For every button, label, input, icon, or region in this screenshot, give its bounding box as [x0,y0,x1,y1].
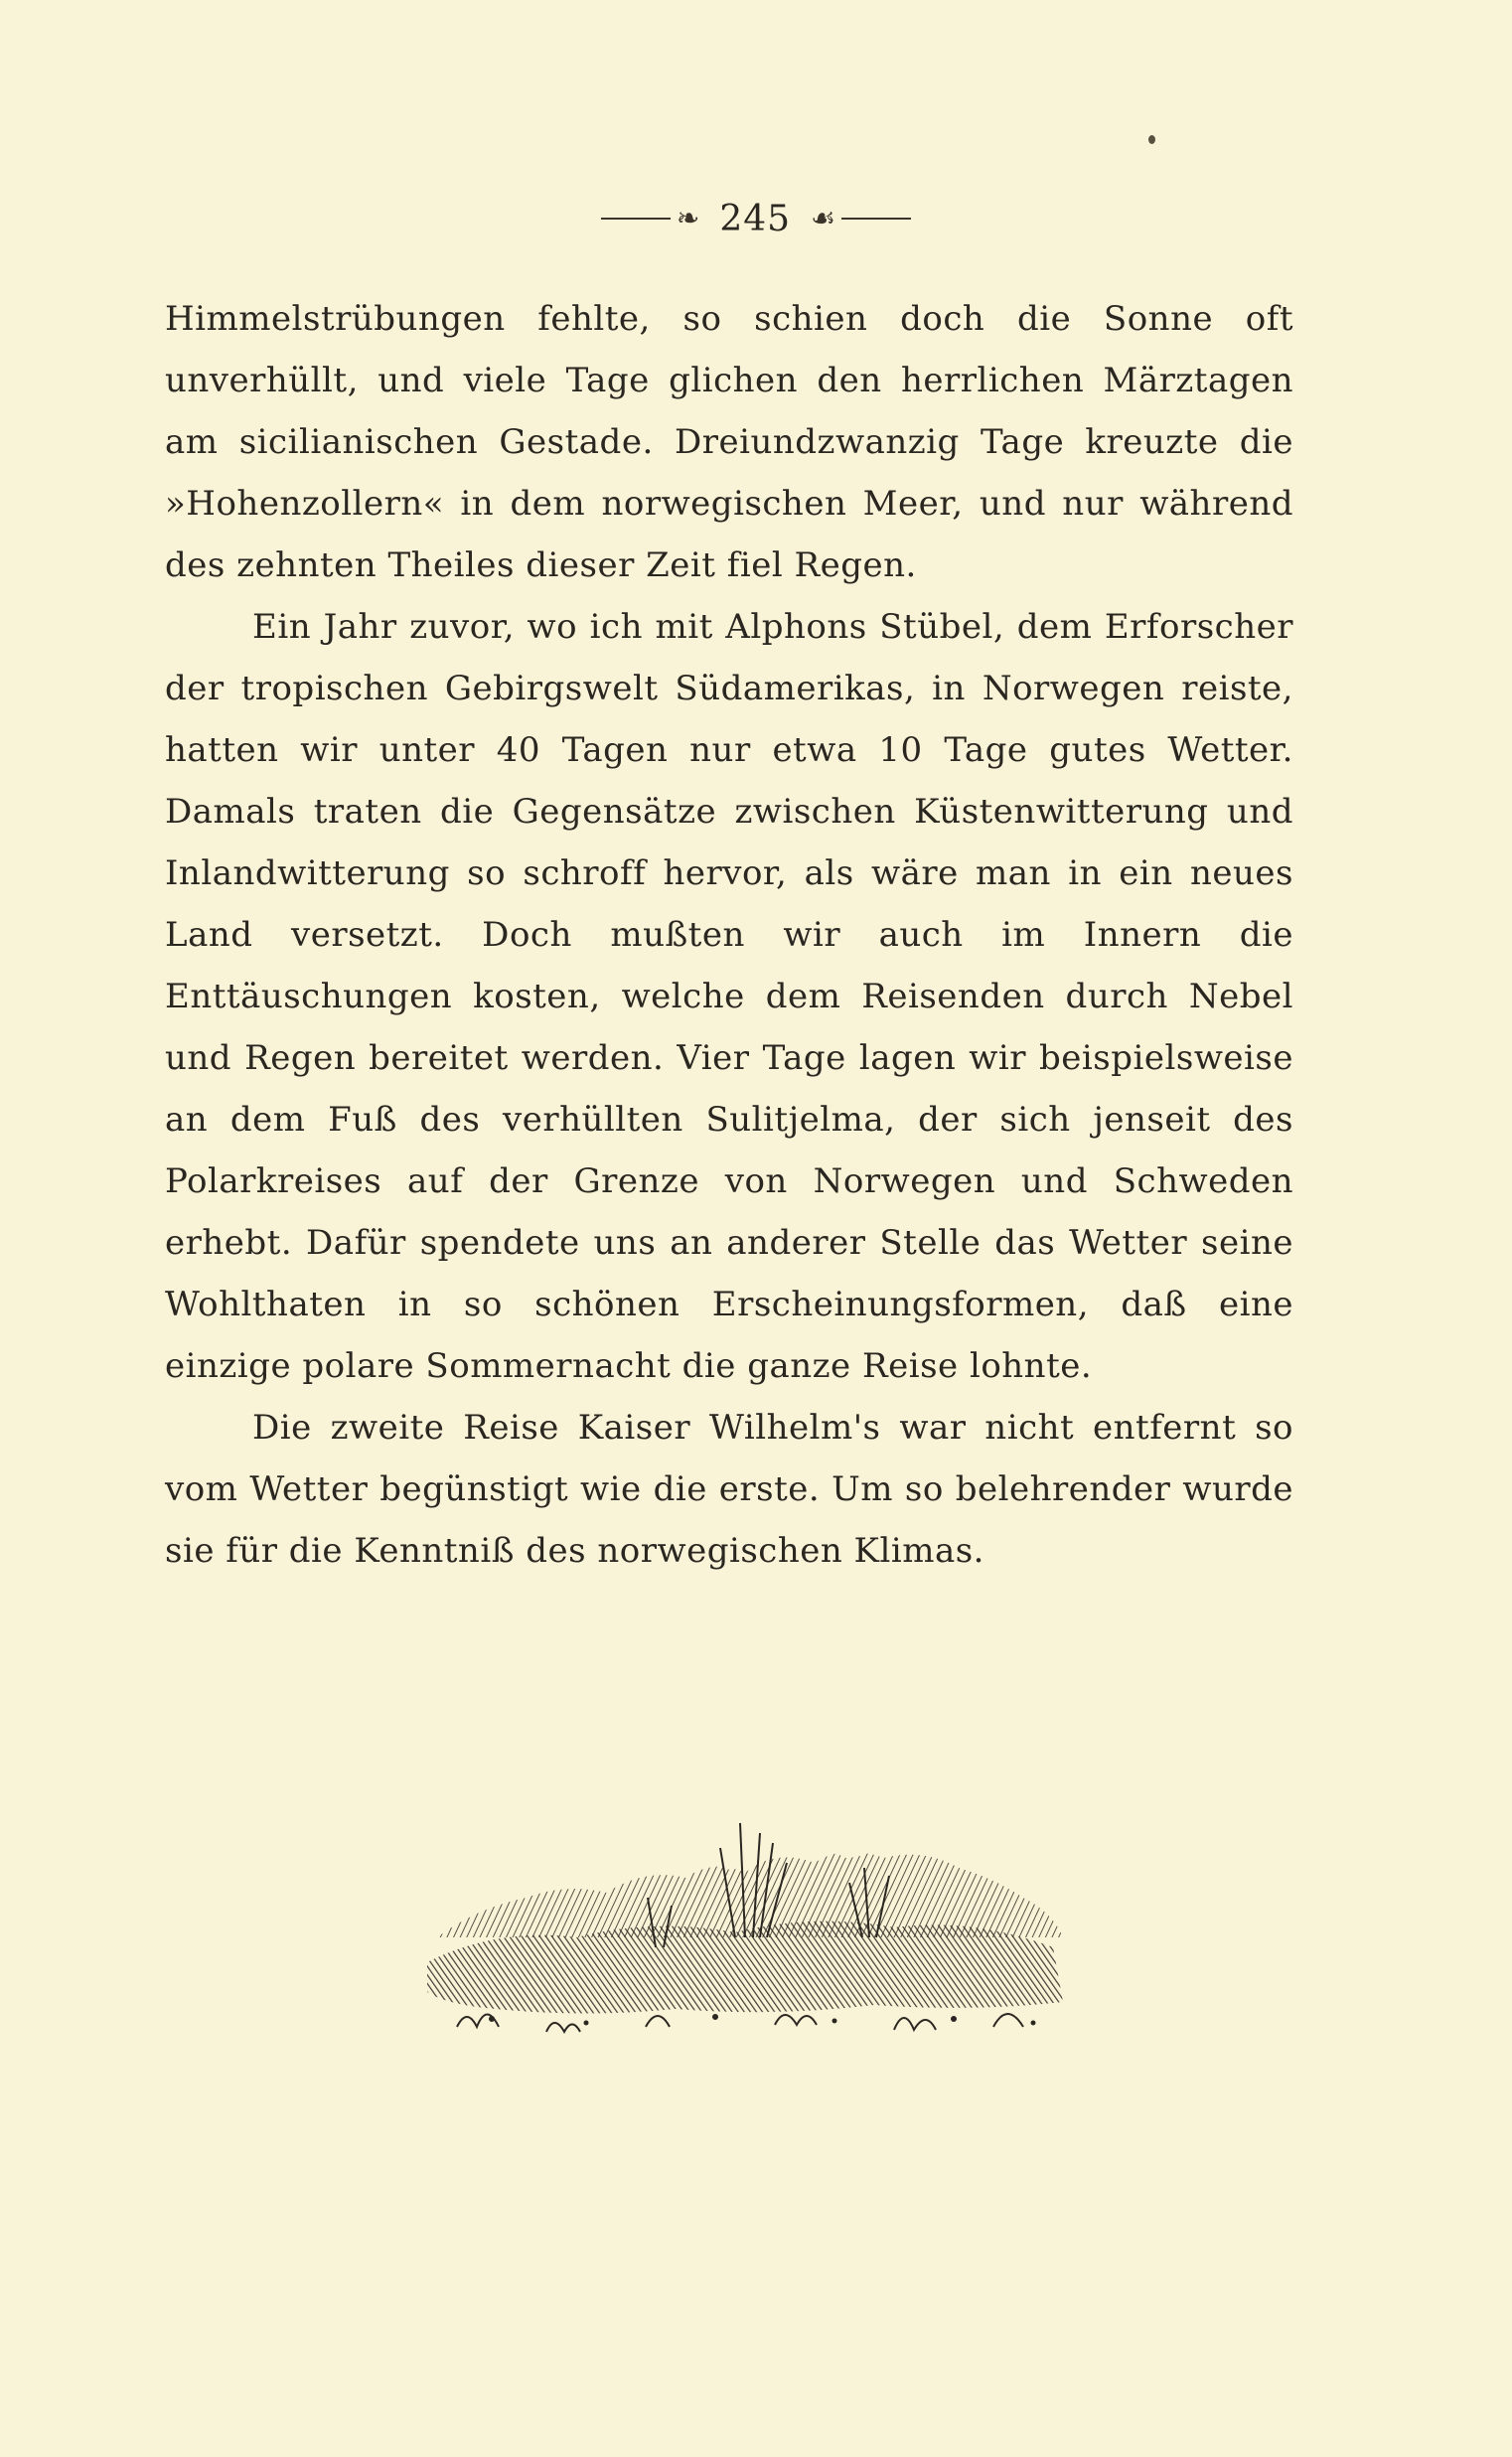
header-ornament-left-icon: ❧ [676,202,700,234]
header-ornament-right-icon: ☙ [811,202,836,234]
body-text [165,288,1293,1582]
ink-speck [1148,135,1155,144]
paragraph-2: Ein Jahr zuvor, wo ich mit Alphons Stübel, dem Erforscher der tropischen Gebirgswelt Südamerikas, in Norwegen reiste, hatten wir unter 40 Tagen nur etwa 10 Tage gutes Wetter. Damals traten die Gegensätze zwischen Küstenwitterung und Inlandwitterung so schroff hervor, als wäre man in ein neues Land versetzt. Doch mußten wir auch im Innern die Enttäuschungen kosten, welche dem Reisenden durch Nebel und Regen bereitet werden. Vier Tage lagen wir beispielsweise an dem Fuß des verhüllten Sulitjelma, der sich jenseit des Polarkreises auf der Grenze von Norwegen und Schweden erhebt. Dafür spendete uns an anderer Stelle das Wetter seine Wohlthaten in so schönen Erscheinungsformen, daß eine einzige polare Sommernacht die ganze Reise lohnte. [165,607,1293,1386]
page-number: 245 [719,198,792,239]
paragraph-3: Die zweite Reise Kaiser Wilhelm's war nicht entfernt so vom Wetter begünstigt wie die erste. Um so belehrender wurde sie für die Kenntniß des norwegischen Klimas. [165,1408,1293,1571]
paragraph-1: Himmelstrübungen fehlte, so schien doch die Sonne oft unverhüllt, und viele Tage glichen den herrlichen Märztagen am sicilianischen Gestade. Dreiundzwanzig Tage kreuzte die »Hohenzollern« in dem norwegischen Meer, und nur während des zehnten Theiles dieser Zeit fiel Regen. [165,299,1293,585]
landscape-vignette-illustration [417,1788,1073,2047]
page-header [0,189,1512,248]
header-rule-right [841,218,911,220]
header-rule-left [601,218,671,220]
